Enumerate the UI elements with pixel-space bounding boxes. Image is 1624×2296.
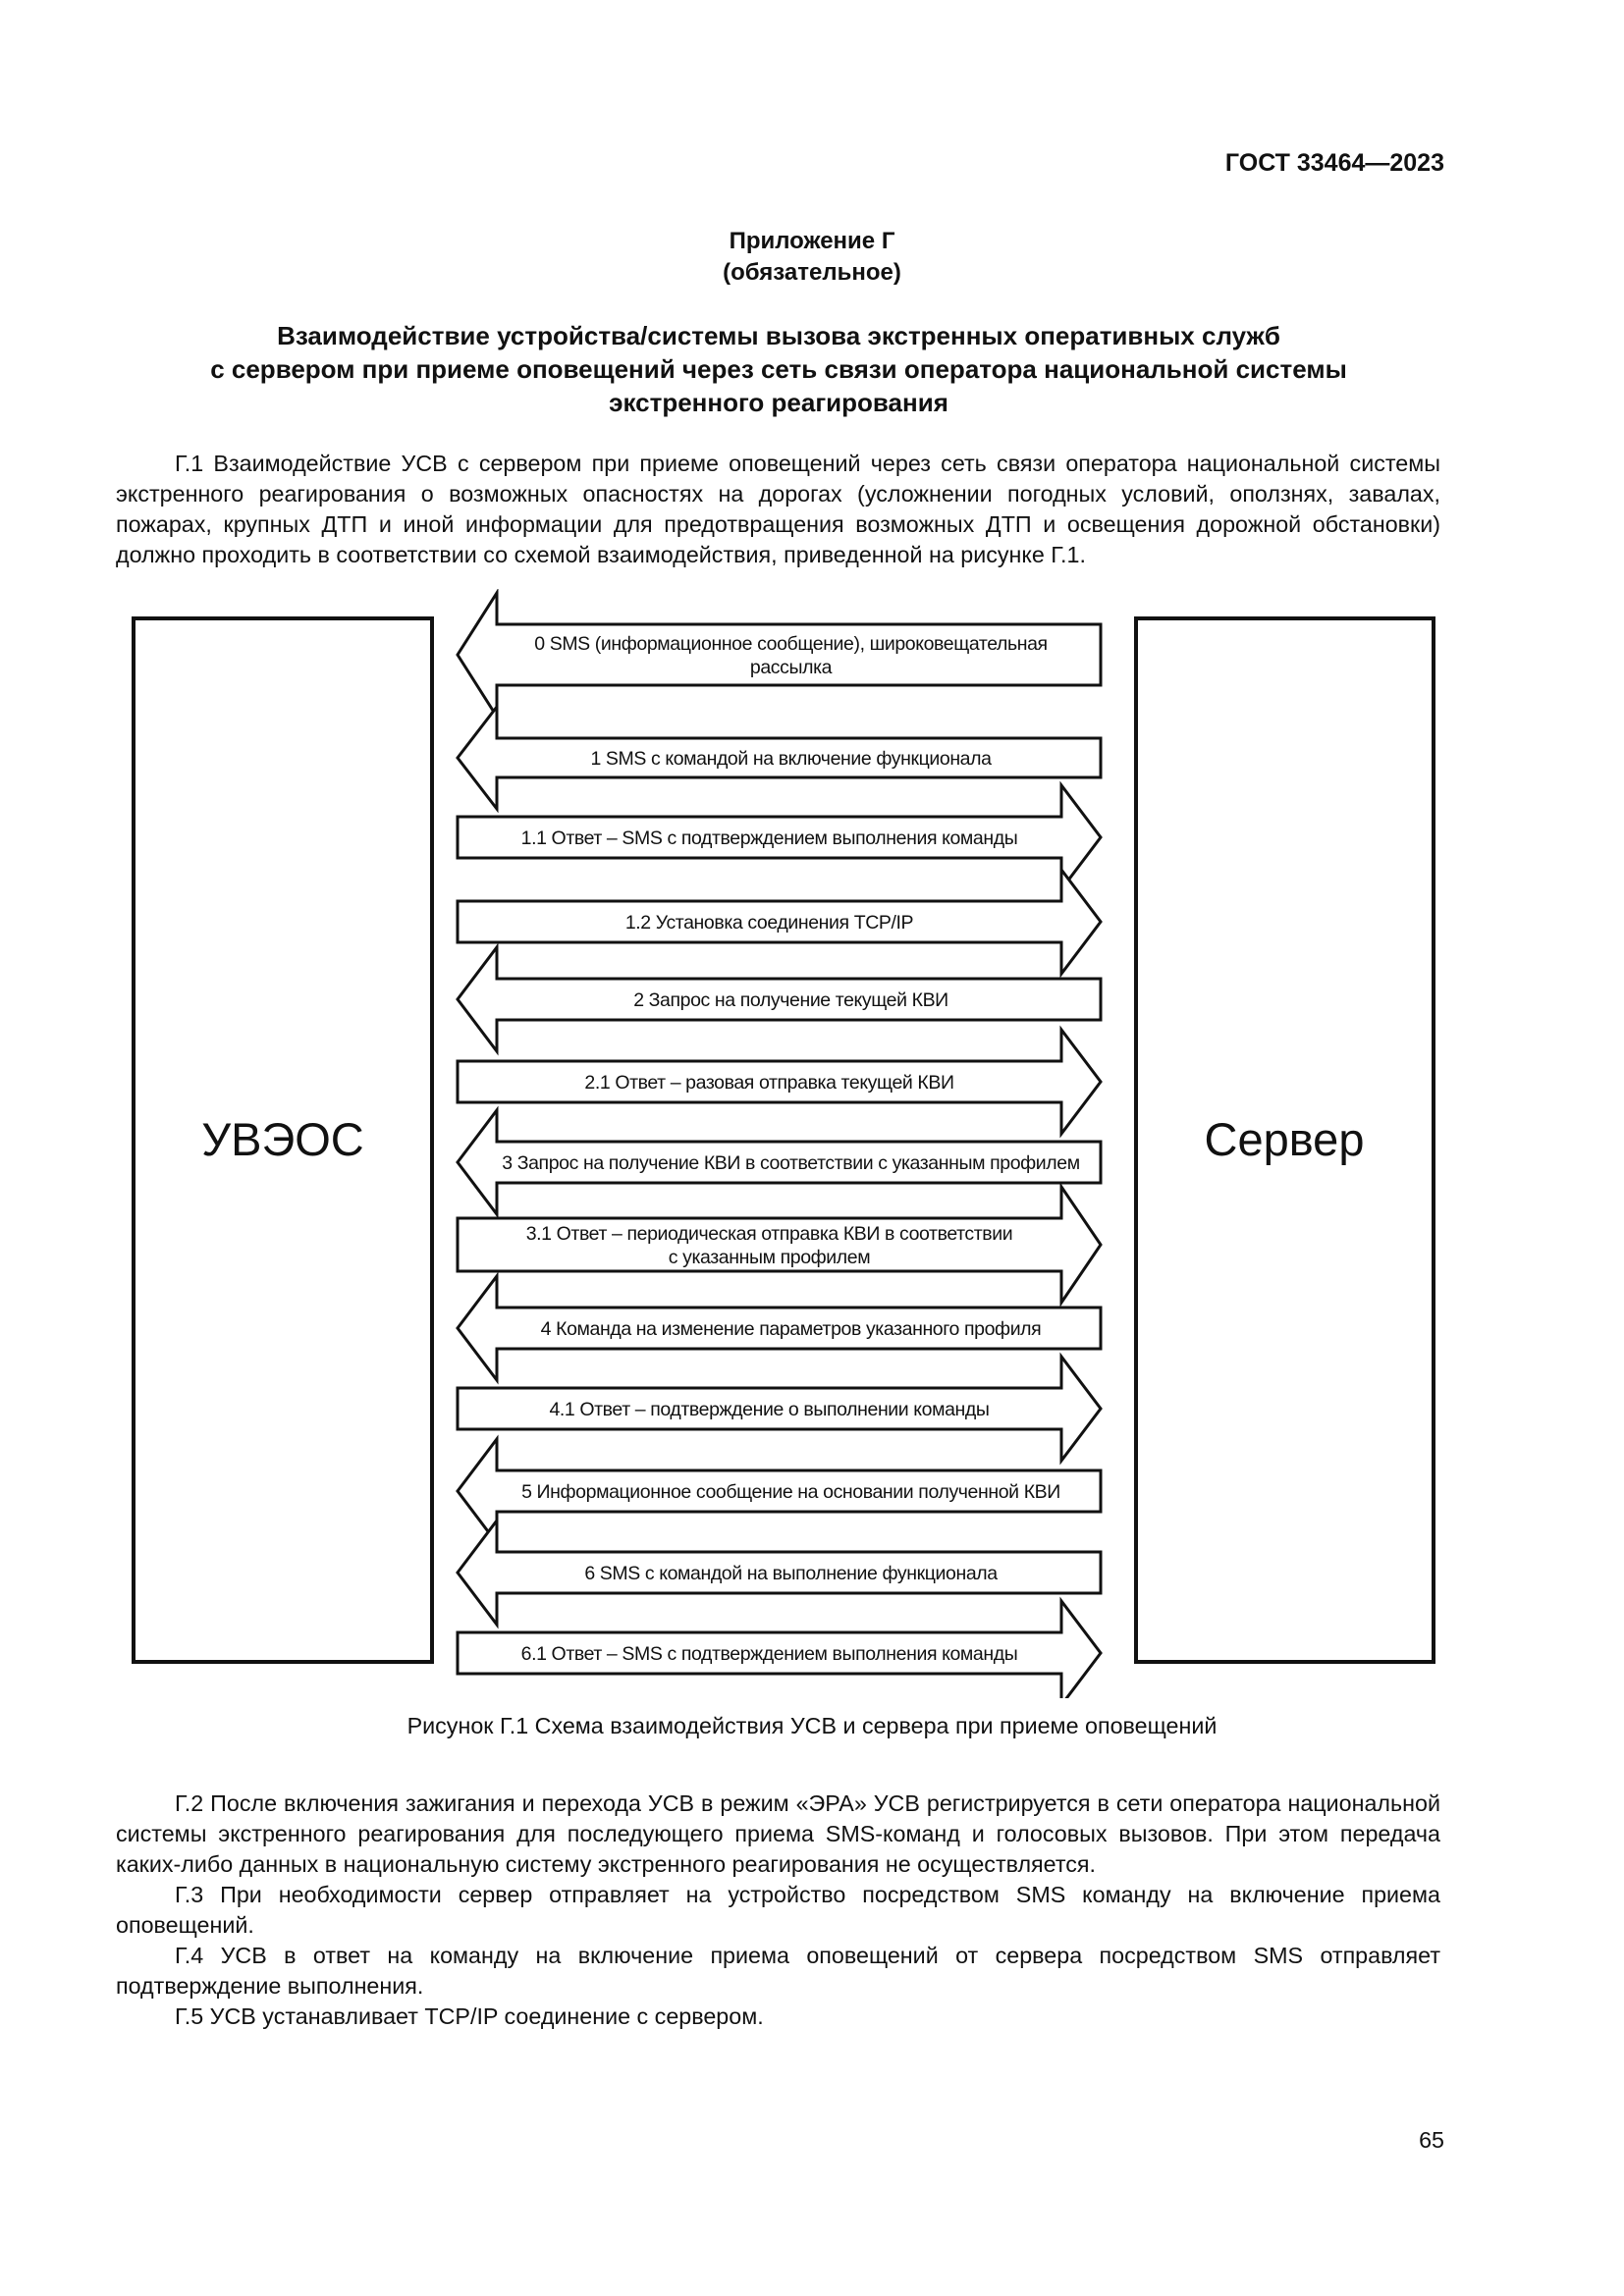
section-title-line: с сервером при приеме оповещений через сеть связи оператора национальной системы [210,354,1347,384]
page-number: 65 [1419,2127,1444,2153]
arrow-label: 6.1 Ответ – SMS с подтверждением выполнения команды [520,1643,1018,1665]
arrow-label: 1.1 Ответ – SMS с подтверждением выполнения команды [520,828,1018,849]
arrow-label: 6 SMS с командой на выполнение функционала [584,1563,998,1584]
appendix-heading [0,226,1624,289]
arrow-label: с указанным профилем [668,1247,871,1268]
arrow-left [458,593,1101,717]
appendix-title: Приложение Г [729,228,895,254]
arrow-label: 4 Команда на изменение параметров указанного профиля [540,1318,1042,1340]
uveos-label: УВЭОС [201,1113,364,1165]
arrow-label: 0 SMS (информационное сообщение), широковещательная [534,633,1048,655]
interaction-diagram [0,589,1624,1698]
arrow-label: 1 SMS с командой на включение функционала [590,748,992,770]
section-title-line: Взаимодействие устройства/системы вызова экстренных оперативных служб [277,321,1280,350]
figure-caption: Рисунок Г.1 Схема взаимодействия УСВ и сервера при приеме оповещений [406,1713,1218,1738]
document-header: ГОСТ 33464—2023 [1224,149,1444,177]
arrow-label: 4.1 Ответ – подтверждение о выполнении команды [549,1399,990,1420]
paragraph-g3: Г.3 При необходимости сервер отправляет на устройство посредством SMS команду на включение приема оповещений. [116,1882,1440,1938]
arrow-label: 3.1 Ответ – периодическая отправка КВИ в соответствии [525,1223,1013,1245]
arrow-label: 1.2 Установка соединения TCP/IP [624,912,914,934]
arrow-right [458,1187,1101,1303]
paragraph-g4: Г.4 УСВ в ответ на команду на включение приема оповещений от сервера посредством SMS отправляет подтверждение выполнения. [116,1943,1440,1999]
server-label: Сервер [1204,1113,1365,1165]
arrow-label: 5 Информационное сообщение на основании полученной КВИ [521,1481,1060,1503]
arrow-label: 2.1 Ответ – разовая отправка текущей КВИ [584,1072,954,1094]
paragraph-g5: Г.5 УСВ устанавливает TCP/IP соединение с сервером. [175,2003,764,2029]
arrow-label: 3 Запрос на получение КВИ в соответствии с указанным профилем [502,1152,1080,1174]
arrow-label: 2 Запрос на получение текущей КВИ [633,989,948,1011]
paragraph-g1: Г.1 Взаимодействие УСВ с сервером при приеме оповещений через сеть связи оператора национальной системы экстренного реагирования о возможных опасностях на дорогах (усложнении погодных условий, оползнях, завалах, пожарах, крупных ДТП и иной информации для предотвращения возможных ДТП и освещения дорожной обстановки) должно проходить в соответствии со схемой взаимодействия, приведенной на рисунке Г.1. [116,451,1440,567]
paragraph-g2: Г.2 После включения зажигания и перехода УСВ в режим «ЭРА» УСВ регистрируется в сети оператора национальной системы экстренного реагирования для последующего приема SMS-команд и голосовых вызовов. При этом передача каких-либо данных в национальную систему экстренного реагирования не осуществляется. [116,1790,1440,1877]
section-title-line: экстренного реагирования [609,388,948,417]
appendix-status: (обязательное) [723,259,901,286]
arrow-label: рассылка [749,657,833,678]
section-title [116,319,1441,419]
